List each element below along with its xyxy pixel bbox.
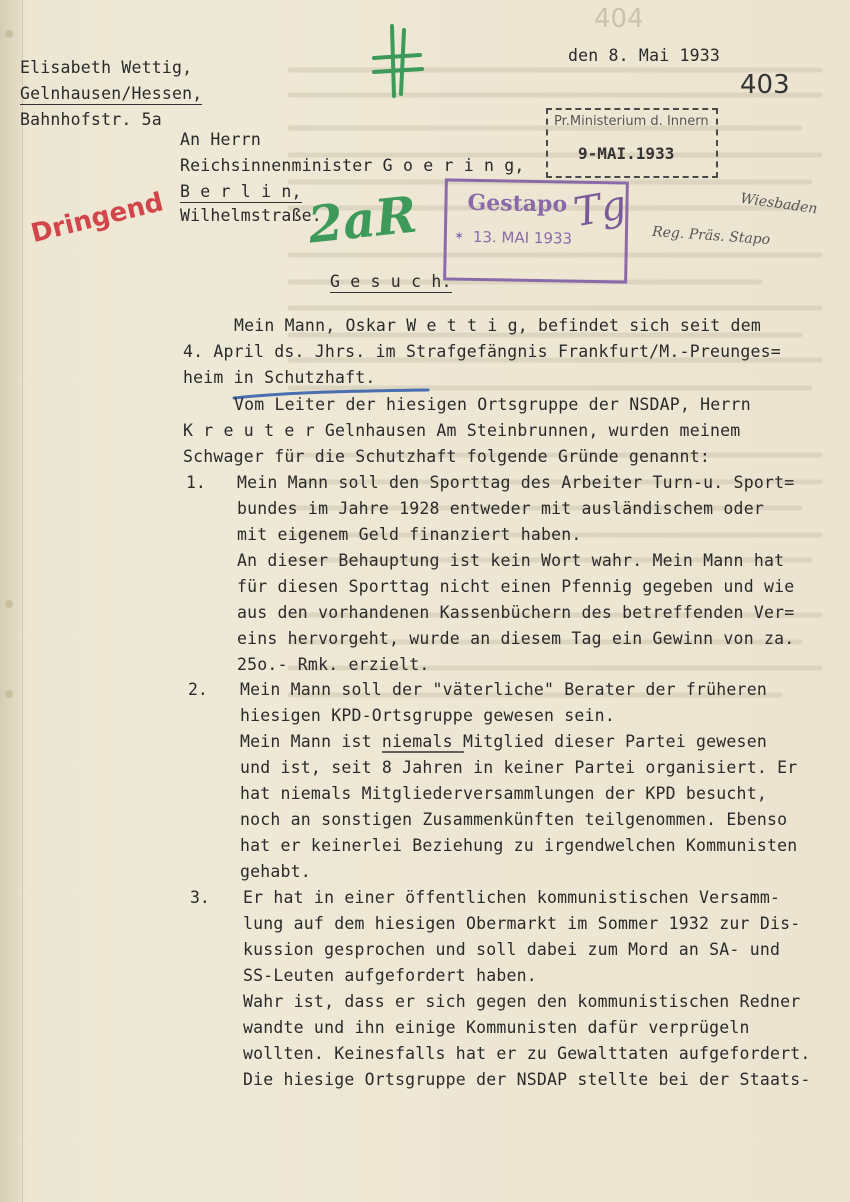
point-3-line: wandte und ihn einige Kommunisten dafür verprügeln xyxy=(243,1018,750,1037)
point-3-number: 3. xyxy=(190,888,210,907)
staple-hole xyxy=(5,30,13,38)
para2-line-2: K r e u t e r Gelnhausen Am Steinbrunnen, wurden meinem xyxy=(183,421,741,440)
para2-line-3: Schwager für die Schutzhaft folgende Gründe genannt: xyxy=(183,447,710,466)
pencil-note-wiesbaden: Wiesbaden xyxy=(739,190,819,218)
point-3-line: SS-Leuten aufgefordert haben. xyxy=(243,966,537,985)
received-stamp xyxy=(546,108,718,178)
point-3-line: Wahr ist, dass er sich gegen den kommunistischen Redner xyxy=(243,992,801,1011)
point-2-line: noch an sonstigen Zusammenkünften teilgenommen. Ebenso xyxy=(240,810,788,829)
point-2-line: Mein Mann ist niemals Mitglied dieser Partei gewesen xyxy=(240,732,767,751)
recipient-salutation: An Herrn xyxy=(180,130,262,149)
letter-date: den 8. Mai 1933 xyxy=(568,46,721,65)
green-initials: 2aR xyxy=(305,184,420,255)
sender-city: Gelnhausen/Hessen, xyxy=(20,84,203,103)
point-1-line: Mein Mann soll den Sporttag des Arbeiter Turn-u. Sport= xyxy=(237,473,795,492)
point-1-line: 25o.- Rmk. erzielt. xyxy=(237,655,430,674)
recipient-title: Reichsinnenminister G o e r i n g, xyxy=(180,156,525,175)
point-2-number: 2. xyxy=(188,680,208,699)
intro-line-3: heim in Schutzhaft. xyxy=(183,368,376,387)
gestapo-stamp-label: Gestapo xyxy=(467,189,568,218)
received-stamp-header: Pr.Ministerium d. Innern xyxy=(554,114,709,129)
gestapo-stamp-date: 13. MAI 1933 xyxy=(472,227,573,248)
staple-hole xyxy=(5,690,13,698)
point-3-line: Er hat in einer öffentlichen kommunistischen Versamm- xyxy=(243,888,781,907)
point-3-line: kussion gesprochen und soll dabei zum Mord an SA- und xyxy=(243,940,781,959)
purple-initials: Tg xyxy=(570,181,630,237)
point-3-line: wollten. Keinesfalls hat er zu Gewalttaten aufgefordert. xyxy=(243,1044,811,1063)
point-1-line: mit eigenem Geld finanziert haben. xyxy=(237,525,582,544)
point-1-number: 1. xyxy=(186,473,206,492)
point-2-line: und ist, seit 8 Jahren in keiner Partei organisiert. Er xyxy=(240,758,798,777)
page-number: 403 xyxy=(740,70,790,100)
niemals-underline xyxy=(382,749,466,755)
dringend-stamp: Dringend xyxy=(28,187,167,250)
sender-street: Bahnhofstr. 5a xyxy=(20,110,162,129)
staple-hole xyxy=(5,600,13,608)
point-2-line: gehabt. xyxy=(240,862,311,881)
point-1-line: aus den vorhandenen Kassenbüchern des betreffenden Ver= xyxy=(237,603,795,622)
faded-page-number: 404 xyxy=(594,4,644,34)
point-1-line: eins hervorgeht, wurde an diesem Tag ein Gewinn von za. xyxy=(237,629,795,648)
recipient-city: B e r l i n, xyxy=(180,182,302,201)
point-2-line: Mein Mann soll der "väterliche" Berater der früheren xyxy=(240,680,767,699)
green-cross-mark xyxy=(368,22,428,102)
subject-heading: G e s u c h. xyxy=(330,272,452,291)
point-2-line: hat niemals Mitgliederversammlungen der KPD besucht, xyxy=(240,784,767,803)
intro-line-1: Mein Mann, Oskar W e t t i g, befindet sich seit dem xyxy=(234,316,761,335)
para2-line-1: Vom Leiter der hiesigen Ortsgruppe der NSDAP, Herrn xyxy=(234,395,751,414)
point-1-line: An dieser Behauptung ist kein Wort wahr. Mein Mann hat xyxy=(237,551,785,570)
point-2-line: hiesigen KPD-Ortsgruppe gewesen sein. xyxy=(240,706,615,725)
pencil-note-stapo: Reg. Präs. Stapo xyxy=(651,223,771,249)
received-stamp-date: 9-MAI.1933 xyxy=(578,144,675,163)
gestapo-stamp-star: ✶ xyxy=(454,227,464,244)
point-3-line: lung auf dem hiesigen Obermarkt im Sommer 1932 zur Dis- xyxy=(243,914,801,933)
point-1-line: bundes im Jahre 1928 entweder mit ausländischem oder xyxy=(237,499,764,518)
intro-line-2: 4. April ds. Jhrs. im Strafgefängnis Frankfurt/M.-Preunges= xyxy=(183,342,781,361)
point-1-line: für diesen Sporttag nicht einen Pfennig gegeben und wie xyxy=(237,577,795,596)
point-3-line: Die hiesige Ortsgruppe der NSDAP stellte bei der Staats- xyxy=(243,1070,811,1089)
point-2-line: hat er keinerlei Beziehung zu irgendwelchen Kommunisten xyxy=(240,836,798,855)
recipient-street: Wilhelmstraße. xyxy=(180,206,322,225)
sender-name: Elisabeth Wettig, xyxy=(20,58,193,77)
